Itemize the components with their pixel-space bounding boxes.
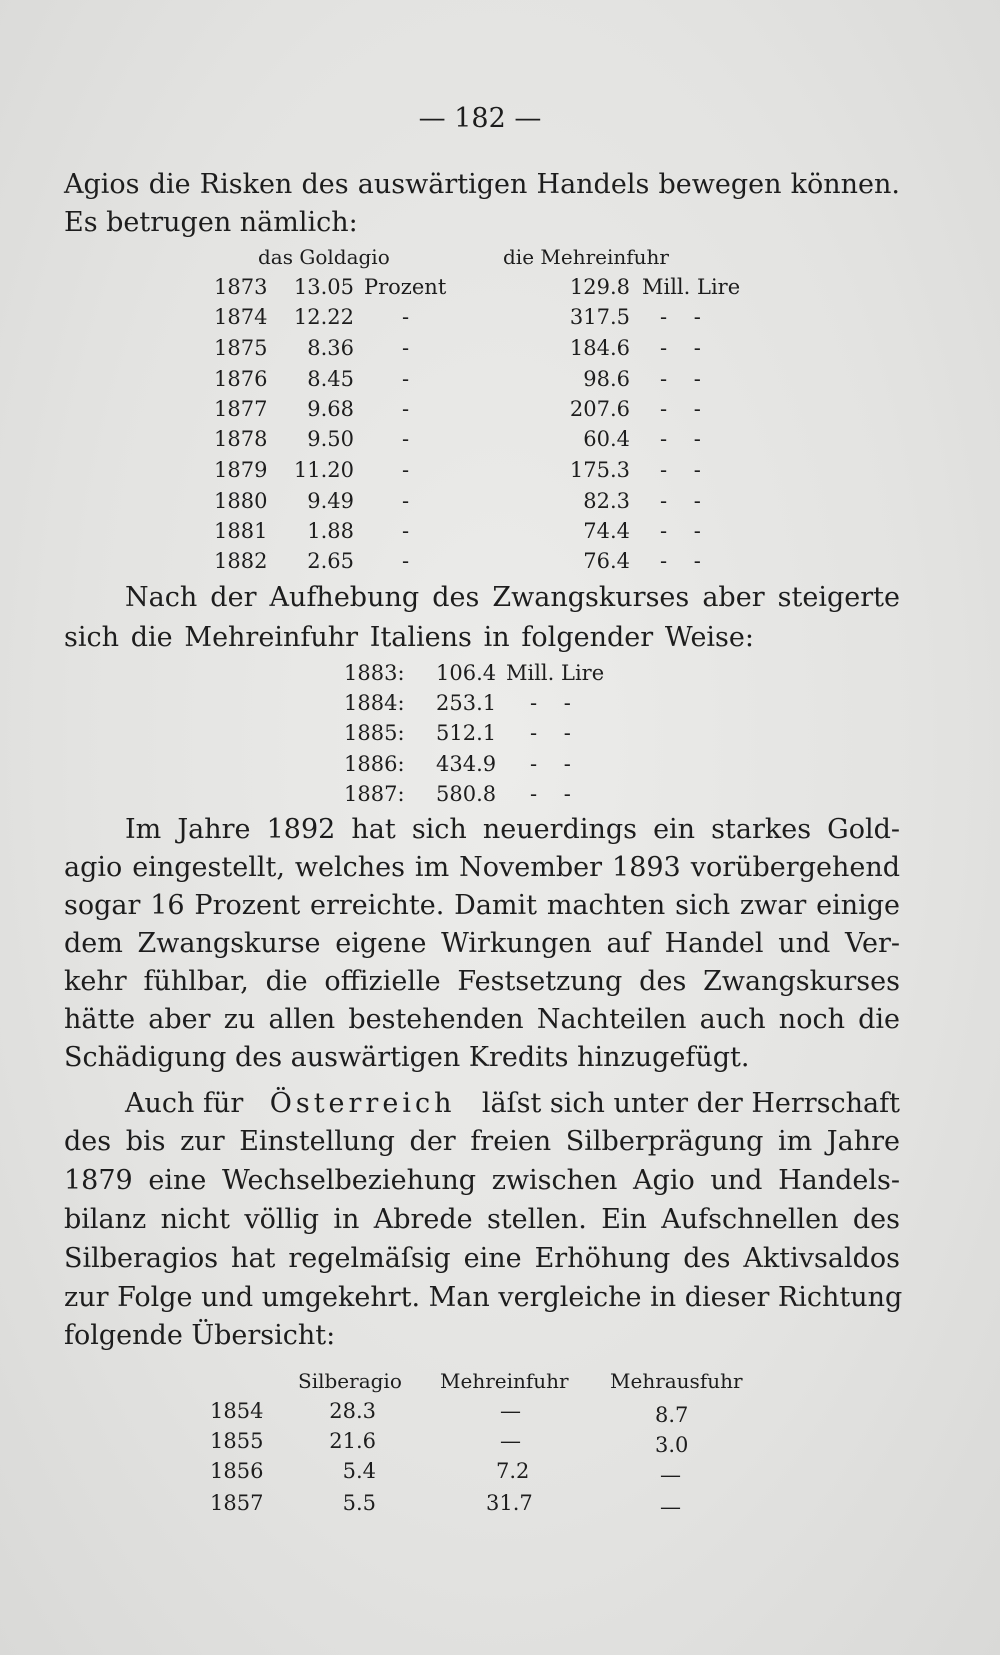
text-line: Agios die Risken des auswärtigen Handels bewegen können.: [64, 169, 900, 200]
table2-year: 1884:: [344, 691, 405, 715]
page-number: — 182 —: [418, 103, 542, 134]
table1-year: 1873: [214, 275, 268, 299]
text-line: [125, 1086, 900, 1122]
table1-imports-unit: - -: [660, 397, 701, 421]
table3-year: 1855: [210, 1429, 264, 1453]
table1-agio: 1.88: [307, 519, 354, 543]
text-line: sich die Mehreinfuhr Italiens in folgender Weise:: [64, 622, 754, 653]
table1-imports: 175.3: [569, 458, 630, 482]
table3-imports: —: [500, 1399, 521, 1423]
table1-year: 1881: [214, 519, 268, 543]
table1-imports: 129.8: [569, 275, 630, 299]
table1-imports: 82.3: [583, 489, 630, 513]
table1-imports-unit: - -: [660, 458, 701, 482]
table3-imports: 7.2: [496, 1459, 530, 1483]
table3-agio: 5.4: [342, 1459, 376, 1483]
table1-agio-unit: -: [402, 336, 410, 360]
text-line: des bis zur Einstellung der freien Silberprägung im Jahre: [64, 1126, 900, 1157]
table1-agio-unit: -: [402, 427, 410, 451]
table1-imports-unit: - -: [660, 367, 701, 391]
table1-imports: 60.4: [583, 427, 630, 451]
text-fragment: Auch für: [125, 1088, 244, 1119]
table1-imports: 98.6: [583, 367, 630, 391]
table1-year: 1876: [214, 367, 268, 391]
text-fragment-emphasis: Österreich: [269, 1088, 456, 1119]
table1-agio: 9.49: [307, 489, 354, 513]
table2-value: 106.4: [436, 661, 497, 685]
text-line: Schädigung des auswärtigen Kredits hinzugefügt.: [64, 1042, 750, 1073]
text-fragment: läſst sich unter der Herrschaft: [481, 1088, 900, 1119]
table3-agio: 28.3: [329, 1399, 376, 1423]
table1-year: 1875: [214, 336, 268, 360]
table2-unit: - -: [530, 721, 571, 745]
table1-year: 1877: [214, 397, 268, 421]
text-line: hätte aber zu allen bestehenden Nachteilen auch noch die: [64, 1004, 900, 1035]
table3-exports: —: [660, 1463, 681, 1487]
table1-header-mehreinfuhr: die Mehreinfuhr: [503, 245, 669, 269]
table1-agio: 8.36: [307, 336, 354, 360]
table1-header-goldagio: das Goldagio: [258, 245, 390, 269]
table1-agio-unit: -: [402, 397, 410, 421]
text-line: zur Folge und umgekehrt. Man vergleiche in dieser Richtung: [64, 1282, 903, 1313]
table2-value: 512.1: [436, 721, 497, 745]
table2-unit: - -: [530, 782, 571, 806]
text-line: sogar 16 Prozent erreichte. Damit machten sich zwar einige: [64, 890, 900, 921]
table2-unit: - -: [530, 752, 571, 776]
table1-imports: 184.6: [569, 336, 630, 360]
table3-year: 1854: [210, 1399, 264, 1423]
text-line: bilanz nicht völlig in Abrede stellen. Ein Aufschnellen des: [64, 1204, 900, 1235]
table1-agio: 9.68: [307, 397, 354, 421]
table1-agio-unit: -: [402, 519, 410, 543]
table1-year: 1882: [214, 549, 268, 573]
text-line: kehr fühlbar, die offizielle Festsetzung des Zwangskurses: [64, 966, 900, 997]
table1-imports-unit: - -: [660, 305, 701, 329]
table1-agio-unit: -: [402, 458, 410, 482]
table1-imports-unit: - -: [660, 549, 701, 573]
table2-year: 1886:: [344, 752, 405, 776]
table2-unit: - -: [530, 691, 571, 715]
table3-imports: 31.7: [486, 1491, 533, 1515]
table2-value: 580.8: [436, 782, 497, 806]
table2-unit: Mill. Lire: [506, 661, 605, 685]
table3-year: 1856: [210, 1459, 264, 1483]
text-line: 1879 eine Wechselbeziehung zwischen Agio und Handels-: [64, 1165, 900, 1196]
table1-year: 1880: [214, 489, 268, 513]
table1-agio-unit: -: [402, 549, 410, 573]
table1-imports: 317.5: [569, 305, 630, 329]
table3-year: 1857: [210, 1491, 264, 1515]
table1-imports: 76.4: [583, 549, 630, 573]
table2-year: 1883:: [344, 661, 405, 685]
table3-exports: 3.0: [655, 1433, 689, 1457]
table3-agio: 21.6: [329, 1429, 376, 1453]
table1-agio: 2.65: [307, 549, 354, 573]
table3-exports: 8.7: [655, 1403, 689, 1427]
text-line: Silberagios hat regelmäſsig eine Erhöhung des Aktivsaldos: [64, 1243, 900, 1274]
table1-agio: 11.20: [293, 458, 354, 482]
table2-value: 434.9: [436, 752, 497, 776]
table1-agio-unit: Prozent: [364, 275, 447, 299]
table3-header-mehreinfuhr: Mehreinfuhr: [440, 1369, 569, 1393]
table1-imports-unit: - -: [660, 489, 701, 513]
table2-year: 1885:: [344, 721, 405, 745]
table1-imports-unit: - -: [660, 427, 701, 451]
text-line: Nach der Aufhebung des Zwangskurses aber steigerte: [125, 582, 900, 613]
table1-agio: 8.45: [307, 367, 354, 391]
table3-header-mehrausfuhr: Mehrausfuhr: [610, 1369, 743, 1393]
table3-imports: —: [500, 1429, 521, 1453]
table1-agio-unit: -: [402, 367, 410, 391]
table3-header-silberagio: Silberagio: [298, 1369, 402, 1393]
text-line: folgende Übersicht:: [64, 1320, 336, 1351]
table2-value: 253.1: [436, 691, 497, 715]
table1-imports: 207.6: [569, 397, 630, 421]
table1-imports-unit: - -: [660, 519, 701, 543]
table1-year: 1878: [214, 427, 268, 451]
text-line: agio eingestellt, welches im November 1893 vorübergehend: [64, 852, 900, 883]
table1-agio: 13.05: [293, 275, 354, 299]
table1-imports-unit: - -: [660, 336, 701, 360]
table1-agio-unit: -: [402, 305, 410, 329]
table3-agio: 5.5: [342, 1491, 376, 1515]
table1-year: 1879: [214, 458, 268, 482]
table1-year: 1874: [214, 305, 268, 329]
text-line: Im Jahre 1892 hat sich neuerdings ein starkes Gold-: [125, 814, 900, 845]
text-line: Es betrugen nämlich:: [64, 207, 358, 238]
table1-agio-unit: -: [402, 489, 410, 513]
table2-year: 1887:: [344, 782, 405, 806]
table1-imports: 74.4: [583, 519, 630, 543]
table1-agio: 12.22: [293, 305, 354, 329]
text-line: dem Zwangskurse eigene Wirkungen auf Handel und Ver-: [64, 928, 900, 959]
table1-imports-unit: Mill. Lire: [642, 275, 741, 299]
table3-exports: —: [660, 1495, 681, 1519]
table1-agio: 9.50: [307, 427, 354, 451]
